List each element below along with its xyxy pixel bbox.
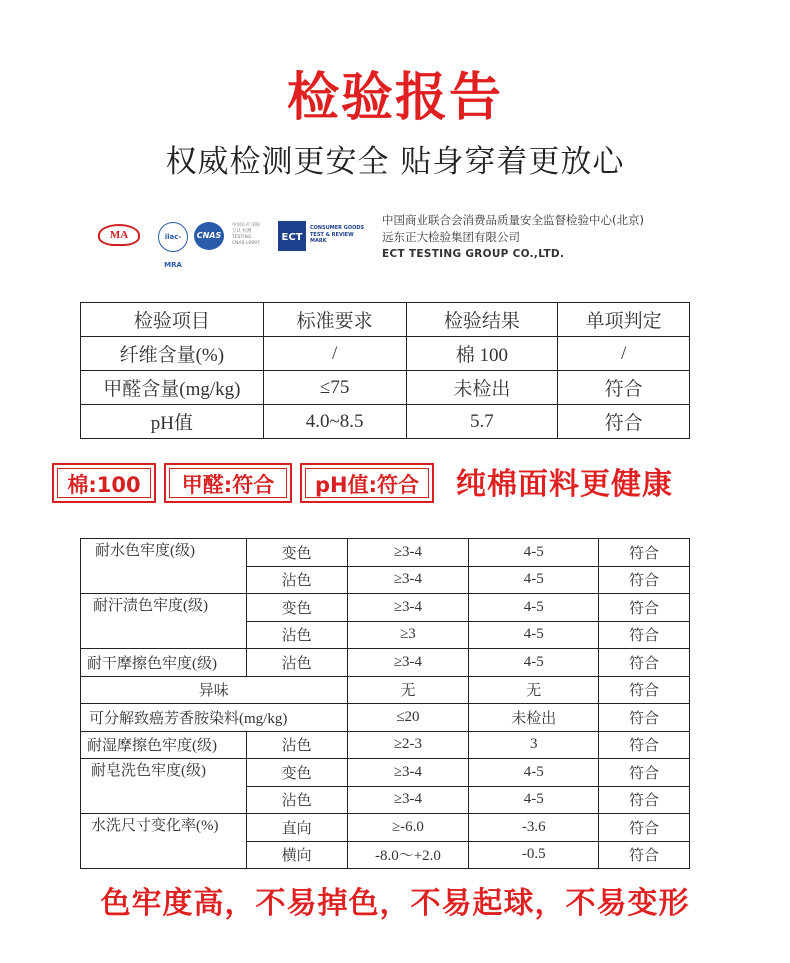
table-cell: 符合 [599, 621, 690, 649]
ect-logo [278, 221, 368, 251]
table-cell: ≥3-4 [347, 594, 469, 622]
formaldehyde-badge: 甲醛:符合 [164, 463, 292, 503]
table-cell: 棉 100 [406, 337, 558, 371]
table-cell: 4-5 [469, 786, 599, 814]
cnas-logo-text: 中国认可 国际互认 检测 TESTING CNAS L0997 [232, 223, 261, 246]
table-cell: 可分解致癌芳香胺染料(mg/kg) [81, 704, 348, 732]
table-cell: 横向 [246, 841, 347, 869]
table-cell: 符合 [599, 539, 690, 567]
table-cell: 符合 [558, 405, 690, 439]
slogan: 纯棉面料更健康 [456, 467, 673, 502]
table-cell: 符合 [599, 786, 690, 814]
table-cell: 沾色 [246, 566, 347, 594]
table-cell: 耐湿摩擦色牢度(级) [81, 731, 247, 759]
table-cell: 水洗尺寸变化率(%) [81, 814, 247, 869]
header-cell: 检验结果 [406, 303, 558, 337]
table-cell: 未检出 [406, 371, 558, 405]
table-cell: 甲醛含量(mg/kg) [81, 371, 264, 405]
header-cell: 单项判定 [558, 303, 690, 337]
ilac-mark: ilac-MRA [158, 222, 188, 252]
table-cell: -8.0～+2.0 [347, 841, 469, 869]
table-row [81, 704, 690, 732]
table-cell: 耐皂洗色牢度(级) [81, 759, 247, 814]
table-cell: 无 [347, 676, 469, 704]
table-cell: 5.7 [406, 405, 558, 439]
table-cell: ≤20 [347, 704, 469, 732]
table-row [81, 337, 690, 371]
table-row [81, 649, 690, 677]
table-cell: 符合 [599, 841, 690, 869]
table-cell: 符合 [599, 676, 690, 704]
cnas-logo [194, 222, 230, 250]
table-cell: 沾色 [246, 649, 347, 677]
cotton-badge: 棉:100 [52, 463, 156, 503]
table-row [81, 594, 690, 622]
table-cell: 沾色 [246, 621, 347, 649]
ph-badge: pH值:符合 [300, 463, 434, 503]
table-cell: 变色 [246, 594, 347, 622]
table-cell: 4-5 [469, 594, 599, 622]
org-name-line1: 中国商业联合会消费品质量安全监督检验中心(北京) [382, 213, 644, 227]
report-subtitle: 权威检测更安全 贴身穿着更放心 [165, 144, 625, 180]
ect-mark-text: CONSUMER GOODS TEST & REVIEW MARK [310, 225, 365, 244]
table-cell: 变色 [246, 539, 347, 567]
org-name-english: ECT TESTING GROUP CO.,LTD. [382, 248, 565, 260]
table-cell: 耐干摩擦色牢度(级) [81, 649, 247, 677]
header-cell: 标准要求 [263, 303, 406, 337]
table-row [81, 814, 690, 842]
table-cell: 符合 [599, 814, 690, 842]
table-cell: pH值 [81, 405, 264, 439]
table-cell: 符合 [599, 731, 690, 759]
table-cell: 沾色 [246, 786, 347, 814]
table-cell: 耐水色牢度(级) [81, 539, 247, 594]
table-cell: 符合 [599, 566, 690, 594]
table-cell: ≥3-4 [347, 566, 469, 594]
table-cell: 纤维含量(%) [81, 337, 264, 371]
table-cell: 符合 [599, 704, 690, 732]
ma-logo [98, 224, 140, 250]
table-header-row [81, 303, 690, 337]
table-cell: ≥3-4 [347, 649, 469, 677]
table-row [81, 731, 690, 759]
table-cell: / [558, 337, 690, 371]
table-cell: 符合 [599, 649, 690, 677]
ilac-mra-logo [158, 222, 192, 269]
table-cell: 4-5 [469, 649, 599, 677]
table-cell: 3 [469, 731, 599, 759]
colorfastness-table [80, 538, 690, 869]
table-row [81, 759, 690, 787]
table-cell: 耐汗渍色牢度(级) [81, 594, 247, 649]
report-title: 检验报告 [286, 68, 503, 128]
ma-mark: MA [98, 224, 140, 246]
table-cell: ≥3-4 [347, 786, 469, 814]
ect-mark: ECT [278, 221, 306, 251]
table-cell: 4-5 [469, 566, 599, 594]
table-cell: 异味 [81, 676, 348, 704]
basic-test-table [80, 302, 690, 439]
table-cell: 变色 [246, 759, 347, 787]
org-name-line2: 远东正大检验集团有限公司 [382, 230, 520, 244]
table-cell: 4-5 [469, 621, 599, 649]
certification-logos [98, 212, 698, 269]
table-row [81, 405, 690, 439]
table-cell: ≥-6.0 [347, 814, 469, 842]
table-cell: 符合 [599, 594, 690, 622]
table-cell: ≥3-4 [347, 759, 469, 787]
cnas-mark: CNAS [194, 222, 224, 250]
table-cell: -0.5 [469, 841, 599, 869]
table-cell: -3.6 [469, 814, 599, 842]
table-cell: ≥3-4 [347, 539, 469, 567]
table-cell: 符合 [558, 371, 690, 405]
table-cell: 4-5 [469, 539, 599, 567]
footer-slogan: 色牢度高，不易掉色，不易起球，不易变形 [100, 886, 690, 921]
table-cell: / [263, 337, 406, 371]
table-cell: 无 [469, 676, 599, 704]
table-cell: ≥3 [347, 621, 469, 649]
table-row [81, 539, 690, 567]
table-cell: 未检出 [469, 704, 599, 732]
table-cell: 沾色 [246, 731, 347, 759]
table-cell: ≤75 [263, 371, 406, 405]
table-row [81, 676, 690, 704]
table-cell: 4-5 [469, 759, 599, 787]
table-row [81, 371, 690, 405]
testing-organization [382, 212, 692, 263]
table-cell: 4.0~8.5 [263, 405, 406, 439]
table-cell: ≥2-3 [347, 731, 469, 759]
header-cell: 检验项目 [81, 303, 264, 337]
table-cell: 直向 [246, 814, 347, 842]
table-cell: 符合 [599, 759, 690, 787]
